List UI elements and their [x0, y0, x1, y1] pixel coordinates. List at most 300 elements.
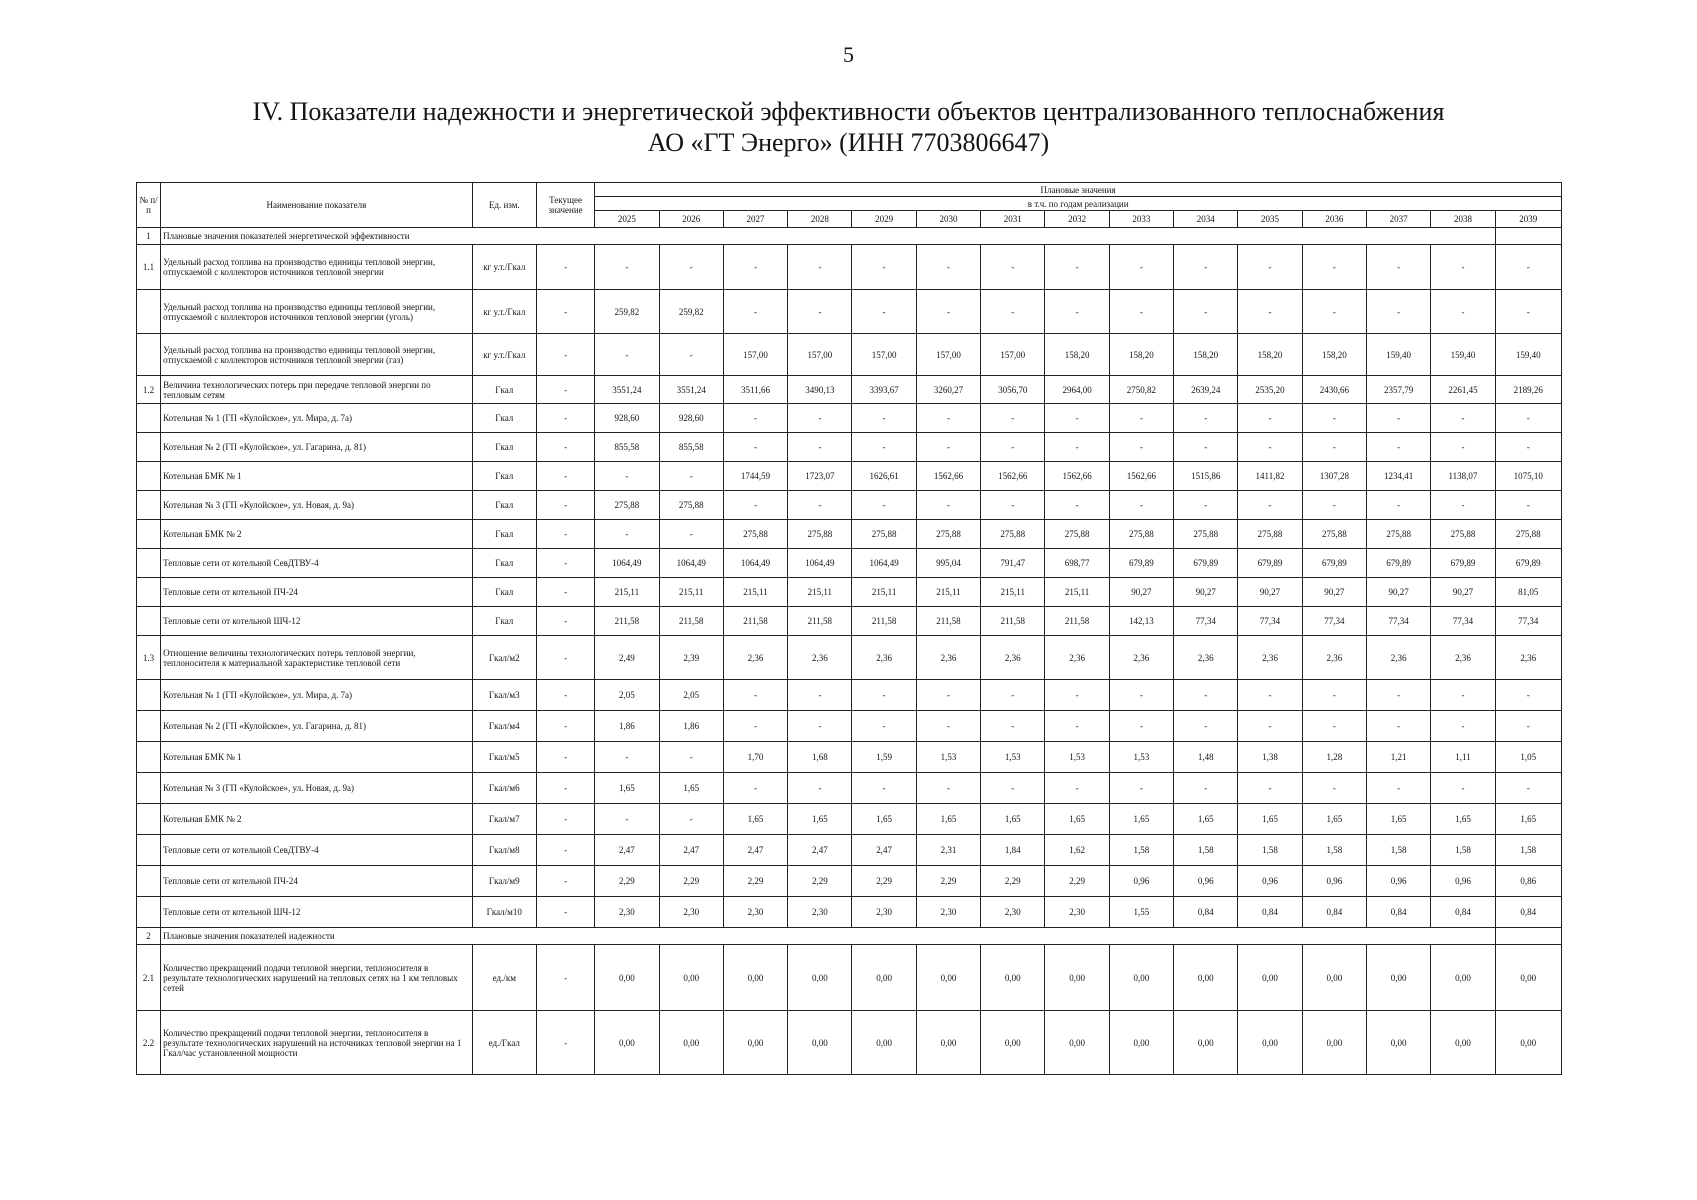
row-value: 159,40 [1431, 334, 1495, 376]
row-value: - [1302, 491, 1366, 520]
table-row [137, 680, 1562, 711]
row-value: 1,58 [1302, 835, 1366, 866]
row-value: 0,00 [1495, 1011, 1561, 1075]
row-name: Тепловые сети от котельной ПЧ-24 [161, 578, 473, 607]
row-value: 2,29 [981, 866, 1045, 897]
row-value: - [659, 334, 723, 376]
row-value: 0,84 [1431, 897, 1495, 928]
row-value: 1,65 [723, 804, 787, 835]
row-value: 2,47 [852, 835, 916, 866]
header-year: 2031 [981, 211, 1045, 228]
row-num: 2.1 [137, 945, 161, 1011]
row-value: 0,00 [1045, 1011, 1109, 1075]
row-value: - [1431, 290, 1495, 334]
row-value: 2,36 [981, 636, 1045, 680]
row-value: 0,00 [1366, 945, 1430, 1011]
row-value: - [1366, 290, 1430, 334]
row-value: 0,00 [595, 1011, 659, 1075]
row-value: 0,00 [788, 1011, 852, 1075]
row-value: 3551,24 [659, 376, 723, 404]
row-num [137, 804, 161, 835]
row-value: 77,34 [1495, 607, 1561, 636]
table-row [137, 804, 1562, 835]
row-value: - [1495, 404, 1561, 433]
row-current: - [536, 462, 594, 491]
row-name: Отношение величины технологических потерь тепловой энергии, теплоносителя к материальной характеристике тепловой сети [161, 636, 473, 680]
row-value: - [1302, 404, 1366, 433]
row-value: - [1045, 404, 1109, 433]
row-unit: Гкал [472, 404, 536, 433]
row-value: 0,00 [981, 1011, 1045, 1075]
row-unit: Гкал [472, 607, 536, 636]
row-value: - [1495, 711, 1561, 742]
row-value: 275,88 [1045, 520, 1109, 549]
row-value: 1064,49 [788, 549, 852, 578]
row-value: 90,27 [1302, 578, 1366, 607]
row-value: 1,65 [1302, 804, 1366, 835]
row-value: 2,36 [723, 636, 787, 680]
row-value: 679,89 [1238, 549, 1302, 578]
row-num: 1.3 [137, 636, 161, 680]
row-value: 1,84 [981, 835, 1045, 866]
section-row [137, 928, 1562, 945]
row-value: 215,11 [916, 578, 980, 607]
row-value: 2,30 [981, 897, 1045, 928]
row-current: - [536, 578, 594, 607]
row-value: 1,62 [1045, 835, 1109, 866]
row-value: 698,77 [1045, 549, 1109, 578]
row-value: - [1238, 290, 1302, 334]
row-value: 1138,07 [1431, 462, 1495, 491]
row-value: - [852, 433, 916, 462]
row-value: 275,88 [595, 491, 659, 520]
row-value: 3056,70 [981, 376, 1045, 404]
row-value: - [595, 245, 659, 290]
row-value: 90,27 [1366, 578, 1430, 607]
table-row [137, 334, 1562, 376]
row-value: 2,49 [595, 636, 659, 680]
row-value: 0,00 [723, 1011, 787, 1075]
row-value: 77,34 [1238, 607, 1302, 636]
header-current: Текущее значение [536, 183, 594, 228]
row-value: - [1495, 773, 1561, 804]
table-row [137, 1011, 1562, 1075]
row-value: - [659, 462, 723, 491]
table-row [137, 462, 1562, 491]
row-value: 77,34 [1366, 607, 1430, 636]
row-value: 77,34 [1174, 607, 1238, 636]
row-value: 1,65 [788, 804, 852, 835]
row-value: 3490,13 [788, 376, 852, 404]
row-value: 0,96 [1431, 866, 1495, 897]
row-value: 259,82 [595, 290, 659, 334]
row-value: 0,96 [1174, 866, 1238, 897]
table-row [137, 742, 1562, 773]
row-value: 2,29 [852, 866, 916, 897]
table-body [137, 228, 1562, 1075]
row-value: - [1431, 773, 1495, 804]
row-unit: Гкал/м4 [472, 711, 536, 742]
row-current: - [536, 680, 594, 711]
row-unit: кг у.т./Гкал [472, 245, 536, 290]
row-value: 0,00 [1238, 1011, 1302, 1075]
row-value: - [1109, 433, 1173, 462]
row-name: Котельная БМК № 2 [161, 804, 473, 835]
header-num: № п/п [137, 183, 161, 228]
row-value: 158,20 [1238, 334, 1302, 376]
row-value: - [1431, 491, 1495, 520]
row-value: 1064,49 [659, 549, 723, 578]
row-value: 1,58 [1238, 835, 1302, 866]
row-unit: Гкал/м10 [472, 897, 536, 928]
row-value: 275,88 [723, 520, 787, 549]
row-value: - [981, 711, 1045, 742]
row-value: - [1109, 245, 1173, 290]
table-row [137, 607, 1562, 636]
row-value: 2,30 [852, 897, 916, 928]
row-current: - [536, 607, 594, 636]
row-num [137, 433, 161, 462]
row-unit: Гкал/м7 [472, 804, 536, 835]
row-value: 2,29 [916, 866, 980, 897]
row-value: 142,13 [1109, 607, 1173, 636]
row-value: 679,89 [1431, 549, 1495, 578]
row-value: 157,00 [788, 334, 852, 376]
row-value: 1075,10 [1495, 462, 1561, 491]
row-value: 1,21 [1366, 742, 1430, 773]
indicators-table [136, 182, 1562, 1075]
row-value: 275,88 [916, 520, 980, 549]
row-num [137, 549, 161, 578]
row-value: 81,05 [1495, 578, 1561, 607]
row-num [137, 607, 161, 636]
row-value: - [1238, 773, 1302, 804]
row-value: - [1431, 711, 1495, 742]
table-row [137, 835, 1562, 866]
header-year: 2036 [1302, 211, 1366, 228]
row-value: 211,58 [659, 607, 723, 636]
row-unit: Гкал [472, 376, 536, 404]
row-value: 2,05 [595, 680, 659, 711]
row-value: 679,89 [1302, 549, 1366, 578]
row-value: 679,89 [1366, 549, 1430, 578]
row-value: 855,58 [659, 433, 723, 462]
row-value: - [788, 491, 852, 520]
row-name: Котельная № 1 (ГП «Кулойское», ул. Мира, д. 7а) [161, 404, 473, 433]
row-value: 0,00 [1238, 945, 1302, 1011]
row-value: 275,88 [1238, 520, 1302, 549]
row-value: - [788, 404, 852, 433]
row-value: 0,00 [659, 1011, 723, 1075]
row-value: 0,00 [1045, 945, 1109, 1011]
row-name: Тепловые сети от котельной ШЧ-12 [161, 607, 473, 636]
header-year: 2039 [1495, 211, 1561, 228]
row-name: Тепловые сети от котельной СевДТВУ-4 [161, 835, 473, 866]
row-value: - [723, 680, 787, 711]
row-value: 1,55 [1109, 897, 1173, 928]
row-value: 679,89 [1174, 549, 1238, 578]
table-row [137, 549, 1562, 578]
section-num: 1 [137, 228, 161, 245]
row-value: - [788, 680, 852, 711]
row-value: 275,88 [981, 520, 1045, 549]
row-value: - [1109, 711, 1173, 742]
row-value: - [788, 711, 852, 742]
row-unit: кг у.т./Гкал [472, 334, 536, 376]
row-value: - [1366, 404, 1430, 433]
row-num [137, 742, 161, 773]
row-value: 1,68 [788, 742, 852, 773]
row-name: Котельная № 3 (ГП «Кулойское», ул. Новая, д. 9а) [161, 773, 473, 804]
row-value: - [1366, 773, 1430, 804]
row-value: - [1238, 680, 1302, 711]
row-value: - [1238, 711, 1302, 742]
header-year: 2034 [1174, 211, 1238, 228]
row-value: 2,47 [595, 835, 659, 866]
row-value: 211,58 [981, 607, 1045, 636]
row-value: 2,29 [788, 866, 852, 897]
header-year: 2027 [723, 211, 787, 228]
row-name: Котельная № 2 (ГП «Кулойское», ул. Гагарина, д. 81) [161, 711, 473, 742]
header-year: 2037 [1366, 211, 1430, 228]
row-name: Котельная БМК № 1 [161, 462, 473, 491]
row-value: 159,40 [1495, 334, 1561, 376]
row-value: 2,36 [1366, 636, 1430, 680]
row-value: 2,36 [1238, 636, 1302, 680]
row-num: 1.2 [137, 376, 161, 404]
row-value: 1064,49 [595, 549, 659, 578]
row-value: - [916, 245, 980, 290]
row-num [137, 520, 161, 549]
row-value: - [852, 491, 916, 520]
row-value: - [916, 711, 980, 742]
row-value: 0,84 [1174, 897, 1238, 928]
row-value: - [852, 404, 916, 433]
table-row [137, 578, 1562, 607]
row-value: 215,11 [659, 578, 723, 607]
row-value: 2,30 [788, 897, 852, 928]
row-value: 1,86 [595, 711, 659, 742]
row-value: 1,59 [852, 742, 916, 773]
row-current: - [536, 1011, 594, 1075]
row-value: 275,88 [1109, 520, 1173, 549]
section-row [137, 228, 1562, 245]
row-value: 0,00 [916, 1011, 980, 1075]
table-row [137, 866, 1562, 897]
row-value: - [1109, 491, 1173, 520]
row-value: 1562,66 [1109, 462, 1173, 491]
row-value: 2964,00 [1045, 376, 1109, 404]
row-value: - [723, 404, 787, 433]
row-value: 0,00 [1495, 945, 1561, 1011]
header-by-years: в т.ч. по годам реализации [595, 197, 1562, 211]
row-value: 0,96 [1238, 866, 1302, 897]
row-value: - [981, 290, 1045, 334]
row-value: - [1174, 404, 1238, 433]
row-value: - [1495, 680, 1561, 711]
row-name: Удельный расход топлива на производство единицы тепловой энергии, отпускаемой с коллекторов источников тепловой энергии [161, 245, 473, 290]
row-value: 275,88 [788, 520, 852, 549]
page-title [100, 96, 1597, 158]
row-value: - [1431, 245, 1495, 290]
header-year: 2025 [595, 211, 659, 228]
row-value: - [1174, 245, 1238, 290]
row-num [137, 711, 161, 742]
row-value: - [981, 773, 1045, 804]
row-value: - [1431, 433, 1495, 462]
row-value: - [852, 290, 916, 334]
row-value: 2,29 [1045, 866, 1109, 897]
row-value: 211,58 [788, 607, 852, 636]
row-value: - [1302, 680, 1366, 711]
row-current: - [536, 376, 594, 404]
row-value: 211,58 [723, 607, 787, 636]
header-year: 2029 [852, 211, 916, 228]
row-value: - [1302, 290, 1366, 334]
row-value: - [1302, 245, 1366, 290]
row-value: 3260,27 [916, 376, 980, 404]
row-value: - [1109, 290, 1173, 334]
row-value: 211,58 [595, 607, 659, 636]
row-value: - [1238, 245, 1302, 290]
row-value: 158,20 [1109, 334, 1173, 376]
row-value: 1,53 [981, 742, 1045, 773]
row-value: 2,36 [1431, 636, 1495, 680]
row-value: 2,36 [1495, 636, 1561, 680]
row-value: 2,36 [1302, 636, 1366, 680]
row-value: - [1495, 433, 1561, 462]
row-value: 158,20 [1174, 334, 1238, 376]
row-value: 1,05 [1495, 742, 1561, 773]
row-value: 2,30 [723, 897, 787, 928]
section-title: Плановые значения показателей энергетической эффективности [161, 228, 1495, 245]
row-value: 1234,41 [1366, 462, 1430, 491]
row-value: 1,58 [1109, 835, 1173, 866]
row-value: 928,60 [659, 404, 723, 433]
row-value: 0,00 [1302, 1011, 1366, 1075]
header-name: Наименование показателя [161, 183, 473, 228]
row-value: 2750,82 [1109, 376, 1173, 404]
row-value: 0,00 [981, 945, 1045, 1011]
row-value: 1562,66 [916, 462, 980, 491]
row-value: - [1302, 711, 1366, 742]
row-value: 215,11 [788, 578, 852, 607]
row-unit: Гкал [472, 578, 536, 607]
row-current: - [536, 773, 594, 804]
row-value: - [1045, 433, 1109, 462]
row-value: 3511,66 [723, 376, 787, 404]
row-value: - [788, 773, 852, 804]
row-value: 2,05 [659, 680, 723, 711]
row-value: 0,00 [1302, 945, 1366, 1011]
row-value: 1,58 [1495, 835, 1561, 866]
row-value: 1064,49 [723, 549, 787, 578]
row-value: - [1495, 491, 1561, 520]
row-value: 211,58 [1045, 607, 1109, 636]
row-unit: Гкал/м2 [472, 636, 536, 680]
row-value: - [659, 742, 723, 773]
row-value: 1562,66 [1045, 462, 1109, 491]
row-value: 0,00 [916, 945, 980, 1011]
row-num [137, 773, 161, 804]
row-name: Количество прекращений подачи тепловой энергии, теплоносителя в результате технологических нарушений на тепловых сетях на 1 км тепловых сетей [161, 945, 473, 1011]
row-value: 0,96 [1302, 866, 1366, 897]
row-value: - [916, 433, 980, 462]
row-current: - [536, 404, 594, 433]
row-value: - [981, 245, 1045, 290]
row-value: 1562,66 [981, 462, 1045, 491]
row-value: - [981, 680, 1045, 711]
row-value: - [1045, 773, 1109, 804]
row-value: - [1174, 711, 1238, 742]
row-value: 2,47 [788, 835, 852, 866]
header-year: 2035 [1238, 211, 1302, 228]
row-value: 275,88 [1495, 520, 1561, 549]
table-row [137, 636, 1562, 680]
row-value: 90,27 [1431, 578, 1495, 607]
row-value: 2,29 [659, 866, 723, 897]
row-value: 1515,86 [1174, 462, 1238, 491]
row-value: - [1109, 773, 1173, 804]
row-value: 995,04 [916, 549, 980, 578]
row-value: 0,00 [1174, 945, 1238, 1011]
row-value: - [1045, 290, 1109, 334]
row-value: - [981, 433, 1045, 462]
row-value: - [1366, 711, 1430, 742]
table-row [137, 897, 1562, 928]
row-value: 2,36 [1174, 636, 1238, 680]
row-value: - [788, 433, 852, 462]
row-value: 259,82 [659, 290, 723, 334]
row-current: - [536, 866, 594, 897]
row-value: 0,00 [788, 945, 852, 1011]
row-value: 2,30 [595, 897, 659, 928]
row-value: - [788, 245, 852, 290]
row-value: 275,88 [1302, 520, 1366, 549]
row-value: 0,86 [1495, 866, 1561, 897]
section-title: Плановые значения показателей надежности [161, 928, 1495, 945]
row-value: - [1366, 433, 1430, 462]
header-year: 2033 [1109, 211, 1173, 228]
row-value: 2,36 [1109, 636, 1173, 680]
section-empty-cell [1495, 928, 1561, 945]
row-value: - [1431, 680, 1495, 711]
row-current: - [536, 549, 594, 578]
row-num [137, 334, 161, 376]
row-value: 1,65 [1495, 804, 1561, 835]
row-value: - [1238, 491, 1302, 520]
row-num [137, 578, 161, 607]
row-value: - [1174, 773, 1238, 804]
row-value: 1,65 [916, 804, 980, 835]
page-number: 5 [843, 42, 854, 67]
row-value: 2,30 [1045, 897, 1109, 928]
row-value: - [916, 773, 980, 804]
row-value: 1,65 [1109, 804, 1173, 835]
row-name: Тепловые сети от котельной СевДТВУ-4 [161, 549, 473, 578]
row-value: - [852, 773, 916, 804]
header-year: 2032 [1045, 211, 1109, 228]
table-row [137, 711, 1562, 742]
row-value: - [852, 680, 916, 711]
section-empty-cell [1495, 228, 1561, 245]
row-value: 215,11 [981, 578, 1045, 607]
row-unit: ед./км [472, 945, 536, 1011]
row-current: - [536, 835, 594, 866]
row-value: 679,89 [1495, 549, 1561, 578]
row-value: 1,65 [659, 773, 723, 804]
row-current: - [536, 804, 594, 835]
